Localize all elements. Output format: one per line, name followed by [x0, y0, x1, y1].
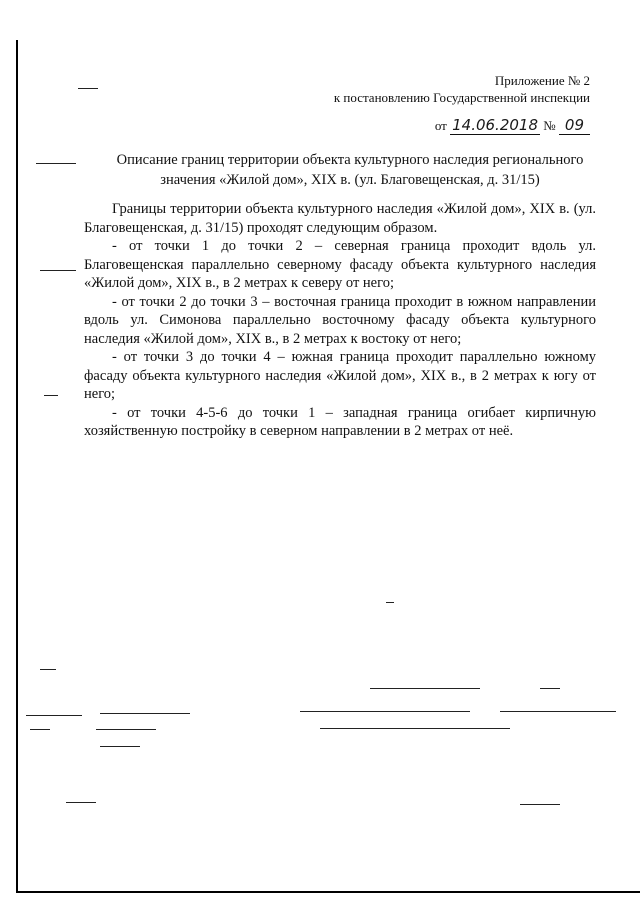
paragraph-south-boundary: - от точки 3 до точки 4 – южная граница проходит параллельно южному фасаду объекта культурного наследия «Жилой дом», XIX в., в 2 метрах к югу от него;: [84, 349, 596, 402]
title-line2: значения «Жилой дом», XIX в. (ул. Благовещенская, д. 31/15): [160, 172, 540, 188]
paragraph-intro: Границы территории объекта культурного наследия «Жилой дом», XIX в. (ул. Благовещенская, д. 31/15) проходят следующим образом.: [84, 201, 596, 236]
annex-header: [334, 72, 590, 106]
date-prefix: от: [434, 118, 447, 133]
handwritten-number: 09: [559, 116, 590, 135]
document-body: [84, 200, 596, 441]
annex-line1: Приложение № 2: [494, 73, 590, 88]
paragraph-west-boundary: - от точки 4-5-6 до точки 1 – западная граница огибает кирпичную хозяйственную постройку в северном направлении в 2 метрах от неё.: [84, 404, 596, 439]
annex-date-line: [435, 116, 590, 135]
number-prefix: №: [543, 118, 556, 133]
annex-line2: к постановлению Государственной инспекции: [333, 90, 590, 105]
handwritten-date: 14.06.2018: [452, 116, 538, 134]
scan-border-bottom: [16, 891, 640, 893]
paragraph-north-boundary: - от точки 1 до точки 2 – северная граница проходит вдоль ул. Благовещенская параллельно северному фасаду объекта культурного наследия «Жилой дом», XIX в., в 2 метрах к северу от него;: [84, 238, 596, 291]
paragraph-east-boundary: - от точки 2 до точки 3 – восточная граница проходит в южном направлении вдоль ул. Симонова параллельно восточному фасаду объекта культурного наследия «Жилой дом», XIX в., в 2 метрах к востоку от него;: [84, 293, 596, 347]
document-title: [60, 150, 640, 190]
scan-border-left: [16, 40, 18, 892]
title-line1: Описание границ территории объекта культурного наследия регионального: [116, 152, 584, 168]
